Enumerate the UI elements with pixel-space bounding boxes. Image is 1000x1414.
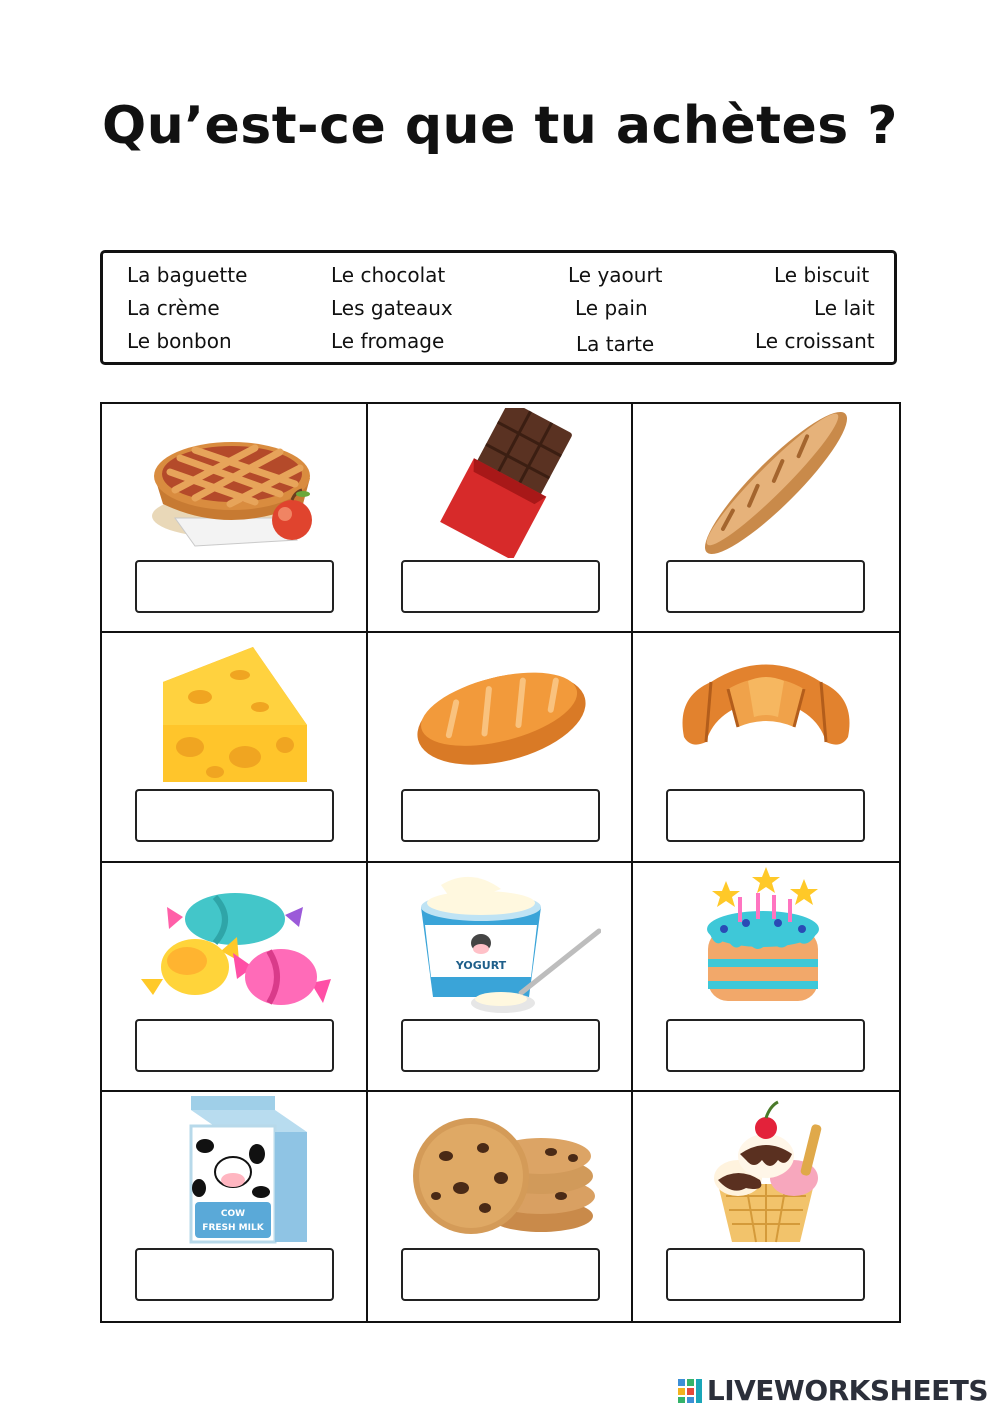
bread-loaf-icon xyxy=(401,637,601,787)
grid-cell xyxy=(633,1092,899,1321)
liveworksheets-brand xyxy=(677,1374,988,1407)
word-bank-item: Le lait xyxy=(814,296,875,320)
word-bank-item: Le pain xyxy=(575,296,648,320)
word-bank-item: Le yaourt xyxy=(568,263,663,287)
cookies-icon xyxy=(401,1096,601,1246)
word-bank-item: Le chocolat xyxy=(331,263,446,287)
word-bank-item: Le croissant xyxy=(755,329,875,353)
grid-cell xyxy=(102,404,368,633)
apple-pie-icon xyxy=(135,408,335,558)
grid-cell xyxy=(368,1092,634,1321)
chocolate-bar-icon xyxy=(401,408,601,558)
milk-label-cow: COW xyxy=(220,1208,246,1219)
ice-cream-sundae-icon xyxy=(666,1096,866,1246)
answer-input[interactable] xyxy=(666,1248,865,1301)
grid-cell xyxy=(633,863,899,1092)
word-bank-item: Les gateaux xyxy=(331,296,453,320)
cheese-icon xyxy=(135,637,335,787)
picture-grid xyxy=(100,402,901,1323)
answer-input[interactable] xyxy=(401,789,600,842)
brand-text: LIVEWORKSHEETS xyxy=(706,1374,988,1407)
answer-input[interactable] xyxy=(135,1248,334,1301)
baguette-icon xyxy=(666,408,866,558)
grid-cell xyxy=(368,404,634,633)
croissant-icon xyxy=(666,637,866,787)
grid-cell xyxy=(102,1092,368,1321)
liveworksheets-logo-icon xyxy=(677,1378,703,1404)
answer-input[interactable] xyxy=(401,1019,600,1072)
milk-label-fresh: FRESH MILK xyxy=(202,1222,264,1233)
page-title: Qu’est-ce que tu achètes ? xyxy=(102,96,898,156)
answer-input[interactable] xyxy=(666,789,865,842)
grid-cell xyxy=(633,404,899,633)
answer-input[interactable] xyxy=(135,560,334,613)
word-bank-item: Le fromage xyxy=(331,329,445,353)
word-bank-item: La crème xyxy=(127,296,220,320)
candies-icon xyxy=(135,867,335,1017)
yogurt-icon xyxy=(401,867,601,1017)
answer-input[interactable] xyxy=(135,1019,334,1072)
word-bank-item: La tarte xyxy=(576,332,655,356)
answer-input[interactable] xyxy=(135,789,334,842)
yogurt-label: YOGURT xyxy=(455,958,506,972)
answer-input[interactable] xyxy=(666,560,865,613)
grid-cell xyxy=(368,633,634,862)
word-bank-item: Le bonbon xyxy=(127,329,232,353)
grid-cell xyxy=(102,633,368,862)
birthday-cake-icon xyxy=(666,867,866,1017)
grid-cell xyxy=(102,863,368,1092)
word-bank xyxy=(100,250,897,365)
grid-cell xyxy=(633,633,899,862)
word-bank-item: La baguette xyxy=(127,263,248,287)
answer-input[interactable] xyxy=(401,1248,600,1301)
word-bank-item: Le biscuit xyxy=(774,263,870,287)
grid-cell xyxy=(368,863,634,1092)
answer-input[interactable] xyxy=(401,560,600,613)
milk-carton-icon xyxy=(135,1096,335,1246)
answer-input[interactable] xyxy=(666,1019,865,1072)
